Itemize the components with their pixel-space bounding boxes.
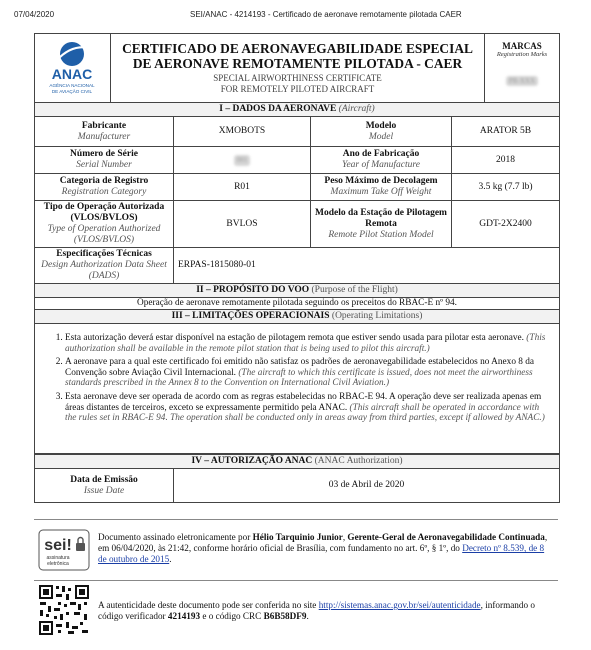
section-aircraft-header: [35, 102, 559, 117]
issue-label: Data de Emissão: [70, 474, 138, 485]
certificate-header: [35, 34, 559, 103]
serial-value-redacted: 001: [234, 155, 251, 166]
year-label: Ano de Fabricação: [342, 149, 420, 159]
row-manufacturer-model: [35, 117, 559, 147]
registration-marks: [485, 34, 559, 102]
sei-seal-word: sei!: [44, 537, 72, 554]
anac-name-line2: DE AVIAÇÃO CIVIL: [51, 89, 93, 94]
manufacturer-value: XMOBOTS: [174, 117, 311, 146]
year-label-en: Year of Manufacture: [342, 160, 420, 170]
station-label: Modelo da Estação de Pilotagem Remota: [315, 207, 447, 229]
model-value: ARATOR 5B: [479, 126, 532, 136]
anac-logo: [35, 34, 111, 102]
category-label-en: Registration Category: [61, 187, 147, 197]
marcas-value-redacted: PR-XXX: [506, 76, 538, 86]
section-purpose-pt: II – PROPÓSITO DO VOO: [196, 285, 310, 295]
row-category-mtow: [35, 174, 559, 201]
verification-url-link[interactable]: http://sistemas.anac.gov.br/sei/autenticidade: [318, 600, 481, 610]
title-en-line2: FOR REMOTELY PILOTED AIRCRAFT: [220, 84, 375, 94]
decree-link[interactable]: Decreto nº 8.539, de 8 de outubro de 2015: [98, 543, 545, 564]
crc-code: B6B58DF9: [263, 611, 307, 621]
qr-code-icon: [38, 584, 90, 636]
limitation-item: 3. Esta aeronave deve ser operada de acordo com as regras estabelecidas no RBAC-E 94. A operação deve ser realizada apenas em áreas distantes de terceiros, exceto se expressamente permitido pela ANAC. (This aircraft shall be operated in accordance with the rules set in RBAC-E 94. The operation shall be conducted only in areas away from third parties, except if allowed by ANAC.): [65, 392, 547, 424]
title-en-line1: SPECIAL AIRWORTHINESS CERTIFICATE: [213, 73, 382, 83]
anac-globe-icon: [35, 34, 110, 102]
limitations-list: [35, 323, 559, 454]
sei-seal-icon: [38, 529, 90, 571]
optype-value: BVLOS: [174, 201, 311, 247]
issue-value: 03 de Abril de 2020: [328, 480, 405, 490]
model-label: Modelo: [365, 120, 397, 131]
certificate: [34, 33, 560, 503]
mtow-value: 3.5 kg (7.7 lb): [478, 181, 533, 192]
section-limitations-en: (Operating Limitations): [331, 311, 423, 321]
section-aircraft-pt: I – DADOS DA AERONAVE: [219, 104, 337, 114]
limitation-item: 1. Esta autorização deverá estar disponível na estação de pilotagem remota que estiver sendo usada para pilotar esta aeronave. (This authorization shall be available in the remote pilot station that is being used to pilot this aircraft.): [65, 333, 547, 354]
manufacturer-label-en: Manufacturer: [77, 131, 131, 142]
signature-text: Documento assinado eletronicamente por Hélio Tarquinio Junior, Gerente-Geral de Aeronavegabilidade Continuada, em 06/04/2020, às 21:42, conforme horário oficial de Brasília, com fundamento no art. 6º, § 1º, do Decreto nº 8.539, de 8 de outubro de 2015.: [98, 532, 548, 564]
marcas-label-en: Registration Marks: [496, 51, 548, 58]
limitation-item: 2. A aeronave para a qual este certificado foi emitido não satisfaz os padrões de aeronavegabilidade estabelecidos no Anexo 8 da Convenção sobre Aviação Civil Internacional. (The aircraft to which this certificate is issued, does not meet the airworthiness standards prescribed in the Annex 8 to the Convention on International Civil Aviation.): [65, 357, 547, 389]
section-limitations-header: [35, 309, 559, 324]
row-optype-station: [35, 201, 559, 248]
marcas-label: MARCAS: [502, 41, 542, 51]
anac-name-line1: AGÊNCIA NACIONAL: [49, 83, 95, 88]
specs-label-en: Design Authorization Data Sheet (DADS): [41, 260, 167, 281]
section-aircraft-en: (Aircraft): [338, 104, 375, 114]
section-authorization-header: [35, 454, 559, 469]
verification-text: A autenticidade deste documento pode ser conferida no site http://sistemas.anac.gov.br/sei/autenticidade, informando o código verificador 4214193 e o código CRC B6B58DF9.: [98, 600, 535, 621]
category-label: Categoria de Registro: [59, 176, 149, 186]
section-purpose-en: (Purpose of the Flight): [311, 285, 398, 295]
verification-block: [34, 582, 558, 638]
section-authorization-pt: IV – AUTORIZAÇÃO ANAC: [191, 456, 313, 466]
print-title: SEI/ANAC - 4214193 - Certificado de aeronave remotamente pilotada CAER: [190, 10, 462, 19]
category-value: R01: [174, 174, 311, 200]
mtow-label-en: Maximum Take Off Weight: [330, 187, 432, 197]
year-value: 2018: [496, 154, 515, 165]
signer-name: Hélio Tarquinio Junior: [252, 532, 343, 542]
print-date: 07/04/2020: [14, 10, 55, 19]
optype-label-en: Type of Operation Authorized (VLOS/BVLOS): [47, 224, 161, 245]
section-limitations-pt: III – LIMITAÇÕES OPERACIONAIS: [171, 311, 330, 321]
section-authorization-en: (ANAC Authorization): [314, 456, 403, 466]
serial-label: Número de Série: [70, 149, 138, 159]
row-issue-date: [35, 469, 559, 502]
issue-label-en: Issue Date: [83, 485, 125, 496]
serial-label-en: Serial Number: [76, 160, 132, 170]
sei-seal: [38, 529, 90, 571]
optype-label: Tipo de Operação Autorizada (VLOS/BVLOS): [43, 202, 165, 223]
signature-block: [34, 519, 558, 581]
station-value: GDT-2X2400: [479, 218, 532, 229]
mtow-label: Peso Máximo de Decolagem: [324, 176, 438, 186]
row-serial-year: [35, 147, 559, 174]
certificate-title: [111, 34, 485, 102]
specs-value: ERPAS-1815080-01: [178, 260, 256, 270]
sei-seal-caption-2: eletrônica: [47, 561, 69, 567]
sei-seal-caption-1: assinatura: [46, 555, 70, 561]
title-pt-line2: DE AERONAVE REMOTAMENTE PILOTADA - CAER: [132, 56, 463, 71]
section-purpose-header: [35, 283, 559, 298]
title-pt-line1: CERTIFICADO DE AERONAVEGABILIDADE ESPECIAL: [122, 41, 473, 56]
specs-label: Especificações Técnicas: [56, 249, 152, 259]
purpose-text: Operação de aeronave remotamente pilotada seguindo os preceitos do RBAC-E nº 94.: [137, 298, 457, 308]
signer-role: Gerente-Geral de Aeronavegabilidade Continuada: [347, 532, 545, 542]
station-label-en: Remote Pilot Station Model: [328, 229, 434, 240]
verification-code: 4214193: [167, 611, 201, 621]
manufacturer-label: Fabricante: [81, 120, 127, 131]
anac-acronym: ANAC: [51, 66, 93, 82]
row-specs: [35, 248, 559, 284]
model-label-en: Model: [368, 131, 394, 142]
